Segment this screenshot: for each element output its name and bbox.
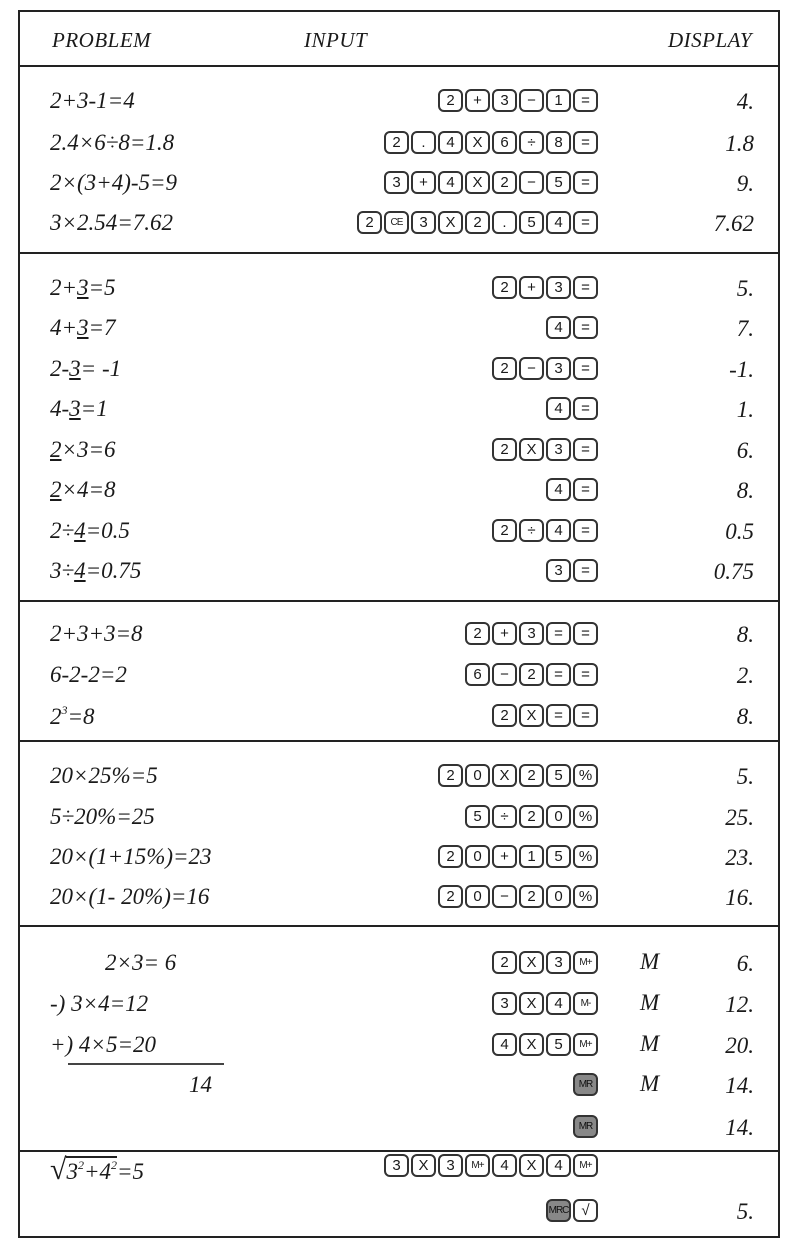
calculator-key: M+: [573, 1154, 598, 1177]
example-row: [20, 1192, 778, 1232]
calculator-key: 6: [492, 131, 517, 154]
problem-segment: 14: [189, 1072, 212, 1097]
problem-segment: 2÷: [50, 518, 75, 543]
display-value: 20.: [725, 1033, 754, 1058]
display-value: 7.: [736, 316, 754, 341]
problem-segment: -) 3×4=12: [50, 991, 149, 1016]
calculator-key: 4: [546, 211, 571, 234]
problem-segment: 2.4×6÷8=1.8: [50, 130, 175, 155]
problem-segment: 4: [74, 558, 86, 583]
problem-segment: =5: [88, 275, 116, 300]
problem-segment: 3×2.54=7.62: [50, 210, 174, 235]
calculator-key: 3: [546, 951, 571, 974]
calculator-key: .: [492, 211, 517, 234]
calculator-key: =: [573, 357, 598, 380]
key-sequence: [546, 478, 598, 501]
example-row: [20, 350, 778, 390]
calculator-key: =: [546, 663, 571, 686]
calculator-key: 8: [546, 131, 571, 154]
calculator-key: =: [573, 89, 598, 112]
display-value: 6.: [736, 951, 754, 976]
example-row: [20, 798, 778, 838]
calculator-key: =: [573, 316, 598, 339]
problem-segment: 20×25%=5: [50, 763, 158, 788]
calculator-key: 6: [465, 663, 490, 686]
calculator-key: 3: [546, 438, 571, 461]
calculator-key: 4: [546, 397, 571, 420]
calculator-key: 4: [438, 131, 463, 154]
example-row: [20, 390, 778, 430]
problem-segment: 3: [77, 275, 89, 300]
calculator-key: %: [573, 764, 598, 787]
problem-segment: 3: [69, 356, 81, 381]
problem-segment: 20×(1+15%)=23: [50, 844, 212, 869]
calculator-key: =: [573, 211, 598, 234]
display-value: 8.: [736, 622, 754, 647]
calculator-key: 2: [519, 805, 544, 828]
calculator-key: 2: [492, 704, 517, 727]
example-row: [20, 697, 778, 737]
key-sequence: [357, 211, 598, 234]
problem-text: [50, 275, 116, 301]
calculator-key: %: [573, 805, 598, 828]
display-value: 2.: [736, 663, 754, 688]
calculator-key: 2: [357, 211, 382, 234]
display-value: 8.: [736, 478, 754, 503]
problem-text: [50, 356, 121, 382]
calculator-key: 2: [465, 622, 490, 645]
display-value: 5.: [736, 1199, 754, 1224]
key-sequence: [438, 764, 598, 787]
example-row: [20, 471, 778, 511]
calculator-key: 2: [492, 519, 517, 542]
example-row: [20, 944, 778, 984]
key-sequence: [492, 992, 598, 1015]
example-row: [20, 431, 778, 471]
problem-segment: =7: [88, 315, 116, 340]
memory-indicator: M: [640, 949, 660, 974]
calculator-key: ÷: [519, 131, 544, 154]
problem-text: [50, 804, 155, 830]
problem-text: [50, 703, 95, 730]
problem-segment: =1: [80, 396, 108, 421]
calculator-key: 3: [438, 1154, 463, 1177]
calculator-key: 0: [465, 764, 490, 787]
problem-text: [50, 315, 116, 341]
problem-text: [50, 518, 130, 544]
calculator-key: X: [519, 1033, 544, 1056]
display-value: 25.: [725, 805, 754, 830]
memory-indicator: M: [640, 1031, 660, 1056]
calculator-key: 5: [465, 805, 490, 828]
problem-segment: 2+: [50, 275, 78, 300]
calculator-key: =: [573, 276, 598, 299]
example-row: [20, 512, 778, 552]
display-value: 7.62: [713, 211, 754, 236]
problem-segment: 2×3= 6: [105, 950, 177, 975]
calculator-key: 3: [546, 357, 571, 380]
problem-text: [50, 621, 143, 647]
calculator-key: 3: [546, 276, 571, 299]
exponent: 2: [77, 1158, 84, 1172]
problem-text: [50, 844, 212, 870]
problem-text: [50, 210, 173, 236]
problem-text: [105, 950, 176, 976]
calculator-key: −: [519, 357, 544, 380]
calculator-key: 2: [492, 357, 517, 380]
display-value: 23.: [725, 845, 754, 870]
display-value: 8.: [736, 704, 754, 729]
problem-segment: 20×(1- 20%)=16: [50, 884, 210, 909]
header-display: DISPLAY: [667, 28, 752, 52]
calculator-key: 2: [438, 89, 463, 112]
calculator-key: 3: [384, 171, 409, 194]
calculator-key: +: [492, 845, 517, 868]
example-row: [20, 878, 778, 918]
example-row: [20, 552, 778, 592]
calculator-key: X: [465, 131, 490, 154]
key-sequence: [438, 89, 598, 112]
calculator-key: 0: [465, 885, 490, 908]
calculator-key: =: [573, 478, 598, 501]
calculator-key: 3: [492, 89, 517, 112]
display-value: 12.: [725, 992, 754, 1017]
base-b: 4: [99, 1159, 111, 1184]
calculator-key: 4: [492, 1154, 517, 1177]
calculator-key: 3: [411, 211, 436, 234]
display-value: 16.: [725, 885, 754, 910]
calculator-key: X: [438, 211, 463, 234]
calculator-key: −: [492, 663, 517, 686]
calculator-key: =: [573, 397, 598, 420]
calculator-key: 1: [546, 89, 571, 112]
display-value: 1.8: [725, 131, 754, 156]
key-sequence: [492, 519, 598, 542]
calculator-key: =: [573, 131, 598, 154]
example-row: [20, 269, 778, 309]
calculator-key: −: [492, 885, 517, 908]
problem-text: [50, 170, 177, 196]
display-value: 4.: [736, 89, 754, 114]
calculator-key: =: [546, 622, 571, 645]
divider: [20, 65, 778, 67]
key-sequence: [492, 1033, 598, 1056]
calculator-key: √: [573, 1199, 598, 1222]
problem-segment: +) 4×5=20: [50, 1032, 156, 1057]
calculator-key: 2: [519, 885, 544, 908]
problem-segment: 2+3+3=8: [50, 621, 143, 646]
example-row: [20, 1108, 778, 1148]
problem-segment: 2-: [50, 356, 70, 381]
problem-segment: 3: [69, 396, 81, 421]
problem-text: [50, 437, 116, 463]
calculator-key: 2: [438, 845, 463, 868]
calculator-key: 0: [465, 845, 490, 868]
problem-text: [50, 763, 158, 789]
display-value: 14.: [725, 1115, 754, 1140]
display-value: 5.: [736, 276, 754, 301]
calculator-key: =: [573, 438, 598, 461]
calculator-key: 1: [519, 845, 544, 868]
problem-segment: 2×(3+4)-5=9: [50, 170, 178, 195]
display-value: 0.5: [725, 519, 754, 544]
example-row: [20, 82, 778, 122]
section-divider: [20, 600, 778, 602]
calculator-key: 4: [546, 316, 571, 339]
sqrt-sign-icon: √: [50, 1153, 67, 1186]
calculator-key: =: [573, 519, 598, 542]
calculator-key: 2: [519, 663, 544, 686]
key-sequence: [384, 171, 598, 194]
calculator-key: M+: [573, 951, 598, 974]
problem-segment: =0.75: [85, 558, 142, 583]
memory-indicator: M: [640, 990, 660, 1015]
calculator-key: X: [519, 704, 544, 727]
example-row: [20, 656, 778, 696]
key-sequence: [573, 1115, 598, 1138]
problem-text: [50, 991, 148, 1017]
calculator-key: 0: [546, 885, 571, 908]
problem-text: [50, 1032, 156, 1058]
section-divider: [20, 740, 778, 742]
key-sequence: [384, 131, 598, 154]
calculator-key: 3: [492, 992, 517, 1015]
calculator-key: 2: [492, 438, 517, 461]
calculator-key: M+: [465, 1154, 490, 1177]
radicand: $3^2+4^2$: [66, 1158, 117, 1184]
header-problem: PROBLEM: [52, 28, 152, 52]
calculator-key: %: [573, 845, 598, 868]
calculator-key: +: [519, 276, 544, 299]
sum-rule: [68, 1063, 224, 1065]
key-sequence: [438, 885, 598, 908]
header-input: INPUT: [304, 28, 368, 52]
problem-segment: 2: [50, 704, 62, 729]
calculator-key: −: [519, 89, 544, 112]
calculator-key: =: [573, 663, 598, 686]
problem-segment: =8: [67, 704, 95, 729]
example-row: [20, 1147, 778, 1187]
calculator-key: 3: [546, 559, 571, 582]
calculator-key: 4: [546, 478, 571, 501]
example-row: [20, 985, 778, 1025]
key-sequence: [492, 704, 598, 727]
problem-text: [50, 88, 135, 114]
problem-segment: 3: [77, 315, 89, 340]
calculator-key: 5: [546, 845, 571, 868]
calculator-key: X: [411, 1154, 436, 1177]
display-value: 9.: [736, 171, 754, 196]
problem-text: [50, 130, 174, 156]
calculator-key: 2: [492, 276, 517, 299]
calculator-key: =: [573, 622, 598, 645]
calculator-key: +: [492, 622, 517, 645]
problem-text: [189, 1072, 212, 1098]
calculator-key: 4: [546, 519, 571, 542]
problem-segment: 4+: [50, 315, 78, 340]
calculator-key: =: [573, 171, 598, 194]
section-divider: [20, 925, 778, 927]
calculator-key: =: [573, 559, 598, 582]
calculator-key: 0: [546, 805, 571, 828]
key-sequence: [546, 316, 598, 339]
calculator-key: 2: [519, 764, 544, 787]
problem-segment: 2+3-1=4: [50, 88, 135, 113]
example-row: [20, 1026, 778, 1066]
problem-segment: =0.5: [85, 518, 130, 543]
problem-segment: 2: [50, 437, 62, 462]
calculator-key: 2: [438, 885, 463, 908]
problem-segment: 4-: [50, 396, 70, 421]
calculator-key: X: [492, 764, 517, 787]
key-sequence: [546, 559, 598, 582]
example-row: [20, 615, 778, 655]
display-value: 0.75: [713, 559, 754, 584]
calculator-key: %: [573, 885, 598, 908]
calculator-key: 3: [384, 1154, 409, 1177]
calculator-key: +: [411, 171, 436, 194]
problem-segment: 5÷20%=25: [50, 804, 155, 829]
example-row: [20, 757, 778, 797]
example-row: [20, 204, 778, 244]
problem-text: [50, 558, 141, 584]
calculator-key: X: [519, 438, 544, 461]
calculator-key: 2: [492, 171, 517, 194]
problem-segment: 6-2-2=2: [50, 662, 127, 687]
problem-segment: ×4=8: [61, 477, 116, 502]
exponent: 2: [111, 1158, 117, 1172]
calculator-key: MR: [573, 1115, 598, 1138]
result: =5: [117, 1159, 145, 1184]
key-sequence: [492, 276, 598, 299]
calculator-key: +: [465, 89, 490, 112]
example-row: [20, 164, 778, 204]
calculator-key: .: [411, 131, 436, 154]
calculator-key: 4: [546, 1154, 571, 1177]
key-sequence: [465, 663, 598, 686]
calculator-key: X: [519, 951, 544, 974]
calculator-key: 2: [465, 211, 490, 234]
example-row: [20, 124, 778, 164]
display-value: 14.: [725, 1073, 754, 1098]
key-sequence: [465, 622, 598, 645]
problem-segment: 2: [50, 477, 62, 502]
example-row: [20, 1066, 778, 1106]
calculator-key: 5: [546, 1033, 571, 1056]
calculator-key: ÷: [519, 519, 544, 542]
calculator-key: −: [519, 171, 544, 194]
display-value: 6.: [736, 438, 754, 463]
memory-indicator: M: [640, 1071, 660, 1096]
key-sequence: [492, 951, 598, 974]
problem-text: [50, 662, 127, 688]
display-value: 1.: [736, 397, 754, 422]
key-sequence: [492, 438, 598, 461]
calculator-key: MRC: [546, 1199, 571, 1222]
calculator-key: 3: [519, 622, 544, 645]
calculator-key: M+: [573, 1033, 598, 1056]
display-value: -1.: [729, 357, 754, 382]
problem-segment: 3÷: [50, 558, 75, 583]
base-a: 3: [66, 1159, 78, 1184]
calculator-key: 4: [438, 171, 463, 194]
calculator-key: CE: [384, 211, 409, 234]
key-sequence: [573, 1073, 598, 1096]
calculator-key: =: [573, 704, 598, 727]
calculator-key: =: [546, 704, 571, 727]
example-row: [20, 309, 778, 349]
sqrt-problem: [50, 1153, 144, 1187]
problem-segment: 4: [74, 518, 86, 543]
key-sequence: [465, 805, 598, 828]
calculator-key: 2: [384, 131, 409, 154]
calculator-key: 5: [546, 764, 571, 787]
example-row: [20, 838, 778, 878]
calculator-key: ÷: [492, 805, 517, 828]
calculator-key: 5: [519, 211, 544, 234]
calculator-key: 2: [438, 764, 463, 787]
calculator-key: MR: [573, 1073, 598, 1096]
problem-segment: ×3=6: [61, 437, 116, 462]
calculator-key: 4: [492, 1033, 517, 1056]
key-sequence: [438, 845, 598, 868]
key-sequence: [546, 397, 598, 420]
problem-segment: = -1: [80, 356, 122, 381]
key-sequence: [492, 357, 598, 380]
problem-segment: 3: [61, 703, 68, 717]
key-sequence: [384, 1154, 598, 1177]
calculator-key: 5: [546, 171, 571, 194]
key-sequence: [546, 1199, 598, 1222]
calculator-key: X: [519, 1154, 544, 1177]
problem-text: [50, 396, 108, 422]
problem-text: [50, 477, 116, 503]
calculator-key: 4: [546, 992, 571, 1015]
calculator-key: M-: [573, 992, 598, 1015]
problem-text: [50, 884, 209, 910]
section-divider: [20, 252, 778, 254]
calculator-examples-table: [18, 10, 780, 1238]
display-value: 5.: [736, 764, 754, 789]
calculator-key: X: [465, 171, 490, 194]
calculator-key: 2: [492, 951, 517, 974]
calculator-key: X: [519, 992, 544, 1015]
